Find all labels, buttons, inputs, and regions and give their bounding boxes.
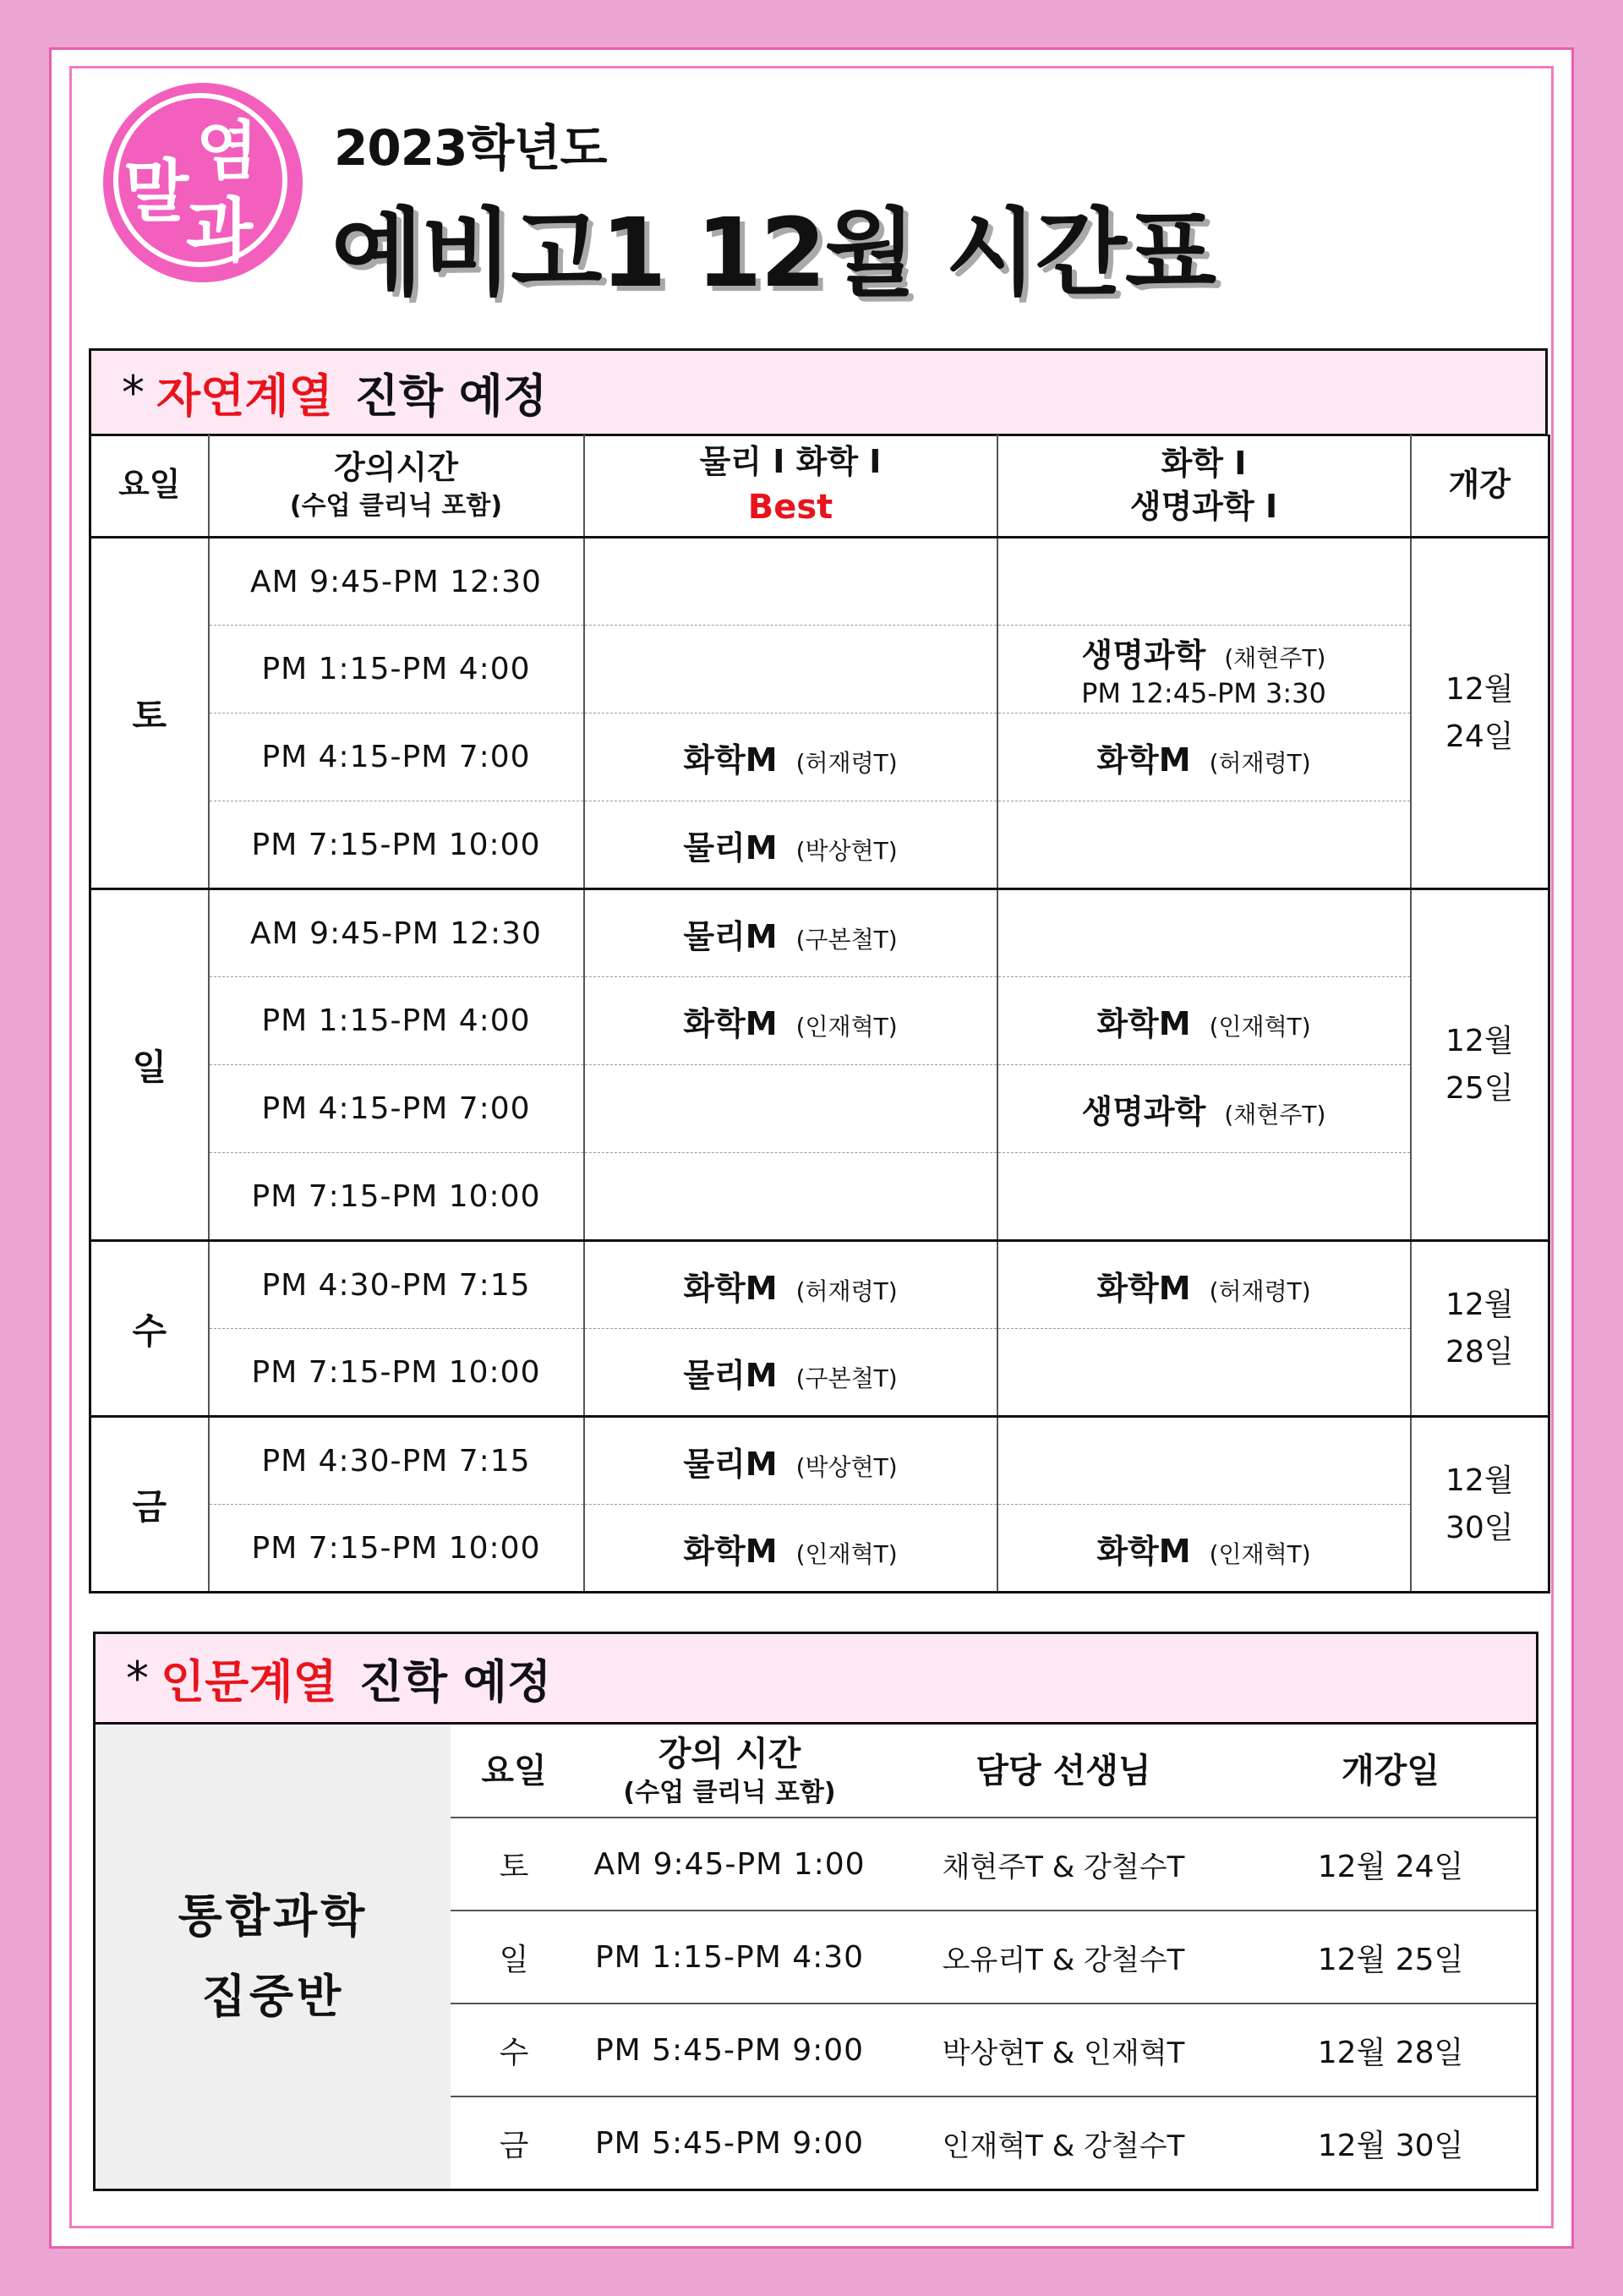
chem-bio-cell — [997, 801, 1411, 889]
table-row — [90, 538, 1549, 626]
hum-header-teacher: 담당 선생님 — [882, 1725, 1245, 1818]
time-cell: PM 1:15-PM 4:00 — [209, 977, 584, 1065]
hum-day-cell: 토 — [451, 1818, 577, 1911]
table-row — [90, 801, 1549, 889]
time-cell: PM 7:15-PM 10:00 — [209, 1329, 584, 1417]
course-name: 물리M — [683, 1445, 778, 1483]
chem-bio-cell — [997, 889, 1411, 977]
hum-header-time — [577, 1725, 882, 1818]
header-physics-chem — [584, 435, 997, 538]
class-name-line2: 집중반 — [201, 1969, 345, 2023]
logo-char-2: 염 — [196, 113, 259, 189]
teacher-name: (인재혁T) — [795, 1013, 898, 1041]
open-day: 30일 — [1445, 1510, 1514, 1545]
time-cell: PM 4:30-PM 7:15 — [209, 1241, 584, 1329]
table-row — [451, 2096, 1536, 2189]
teacher-name: (인재혁T) — [1209, 1013, 1311, 1041]
chem-bio-cell — [997, 1241, 1411, 1329]
science-timetable — [89, 435, 1550, 1594]
best-tag: Best — [747, 487, 833, 527]
course-name: 물리M — [683, 917, 778, 955]
hum-header-time-sub: (수업 클리닉 포함) — [623, 1778, 836, 1807]
open-day: 24일 — [1445, 719, 1514, 754]
humanities-timetable-body — [451, 1818, 1536, 2189]
physics-chem-cell — [584, 626, 997, 713]
physics-chem-cell — [584, 977, 997, 1065]
open-month: 12월 — [1445, 671, 1514, 707]
open-month: 12월 — [1445, 1023, 1514, 1058]
table-row — [90, 626, 1549, 713]
table-row — [90, 713, 1549, 801]
hum-time-cell: PM 5:45-PM 9:00 — [594, 2126, 865, 2161]
header-time-sub: (수업 클리닉 포함) — [289, 491, 503, 522]
class-name-cell — [96, 1725, 451, 2189]
open-date-cell — [1411, 1417, 1549, 1593]
physics-chem-cell — [584, 713, 997, 801]
open-date-cell — [1411, 538, 1549, 889]
chem-bio-cell — [997, 626, 1411, 713]
day-cell: 토 — [90, 538, 209, 889]
alt-time: PM 12:45-PM 3:30 — [1081, 677, 1326, 709]
science-section-header — [89, 348, 1548, 436]
time-cell: PM 7:15-PM 10:00 — [209, 1153, 584, 1241]
page-title: 예비고1 12월 시간표 — [331, 199, 1216, 309]
science-timetable-body — [90, 538, 1549, 1593]
class-name — [178, 1877, 369, 2036]
time-cell: PM 4:15-PM 7:00 — [209, 1065, 584, 1153]
section-bullet: * — [122, 365, 145, 419]
course-name: 화학M — [683, 1005, 778, 1042]
teacher-name: (허재령T) — [1209, 749, 1311, 777]
hum-open-cell: 12월 28일 — [1245, 2004, 1536, 2096]
teacher-name: (박상현T) — [795, 1452, 898, 1481]
section-bullet: * — [126, 1651, 149, 1705]
course-name: 화학M — [683, 1532, 778, 1570]
hum-day-cell: 수 — [451, 2004, 577, 2096]
open-day: 25일 — [1445, 1070, 1514, 1106]
section-track-name: 인문계열 — [161, 1654, 337, 1708]
table-row — [90, 1153, 1549, 1241]
table-row — [90, 977, 1549, 1065]
time-cell: PM 4:30-PM 7:15 — [209, 1417, 584, 1505]
table-row — [90, 1065, 1549, 1153]
course-name: 물리M — [683, 1356, 778, 1394]
hum-header-open: 개강일 — [1245, 1725, 1536, 1818]
open-date-cell — [1411, 889, 1549, 1241]
hum-open-cell: 12월 30일 — [1317, 2129, 1464, 2163]
logo-char-1: 말 — [123, 152, 189, 231]
hum-time-cell: PM 1:15-PM 4:30 — [577, 1911, 882, 2004]
header-chem-bio — [997, 435, 1411, 538]
course-name: 화학M — [683, 1269, 778, 1307]
table-row — [451, 1818, 1536, 1911]
header-physics-chem-label: 물리 I 화학 I — [699, 443, 882, 481]
table-row — [90, 889, 1549, 977]
open-month: 12월 — [1445, 1287, 1514, 1322]
physics-chem-cell — [584, 1241, 997, 1329]
header-open: 개강 — [1411, 435, 1549, 538]
hum-teacher-cell: 인재혁T & 강철수T — [942, 2129, 1185, 2163]
class-name-line1: 통합과학 — [178, 1889, 369, 1943]
physics-chem-cell — [584, 1417, 997, 1505]
time-cell: AM 9:45-PM 12:30 — [209, 889, 584, 977]
hum-teacher-cell: 오유리T & 강철수T — [882, 1911, 1245, 2004]
teacher-name: (구본철T) — [795, 1364, 898, 1392]
hum-day-cell: 일 — [451, 1911, 577, 2004]
teacher-name: (허재령T) — [1209, 1276, 1311, 1305]
teacher-name: (허재령T) — [795, 1276, 898, 1305]
chem-bio-cell — [997, 1153, 1411, 1241]
section-title-rest: 진학 예정 — [358, 1654, 552, 1708]
chem-bio-cell — [997, 1505, 1411, 1593]
course-name: 화학M — [683, 741, 778, 779]
humanities-section-header — [93, 1632, 1538, 1725]
time-cell: PM 7:15-PM 10:00 — [209, 1505, 584, 1593]
physics-chem-cell — [584, 1329, 997, 1417]
course-name: 화학M — [1096, 1269, 1191, 1307]
day-cell: 수 — [90, 1241, 209, 1417]
logo-char-3: 과 — [186, 191, 254, 271]
time-cell: PM 7:15-PM 10:00 — [209, 801, 584, 889]
physics-chem-cell — [584, 538, 997, 626]
humanities-timetable — [451, 1725, 1536, 2189]
section-title-rest: 진학 예정 — [354, 369, 548, 423]
humanities-table-box — [93, 1725, 1538, 2191]
course-name: 화학M — [1096, 1005, 1191, 1042]
teacher-name: (인재혁T) — [1209, 1539, 1311, 1568]
course-name: 화학M — [1096, 741, 1191, 779]
hum-header-time-label: 강의 시간 — [658, 1735, 801, 1774]
table-row — [90, 1417, 1549, 1505]
header-time-label: 강의시간 — [334, 449, 458, 487]
hum-teacher-cell: 박상현T & 인재혁T — [882, 2004, 1245, 2096]
chem-bio-cell — [997, 538, 1411, 626]
physics-chem-cell — [584, 801, 997, 889]
school-year: 2023학년도 — [334, 119, 607, 177]
course-name: 물리M — [683, 828, 778, 866]
teacher-name: (채현주T) — [1224, 1101, 1326, 1129]
header-day: 요일 — [90, 435, 209, 538]
chem-bio-cell — [997, 1065, 1411, 1153]
table-row — [90, 1505, 1549, 1593]
academy-logo — [103, 83, 303, 282]
hum-time-cell: PM 5:45-PM 9:00 — [577, 2004, 882, 2096]
time-cell: PM 4:15-PM 7:00 — [209, 713, 584, 801]
hum-time-cell: AM 9:45-PM 1:00 — [577, 1818, 882, 1911]
physics-chem-cell — [584, 889, 997, 977]
header-chem-bio-line2: 생명과학 I — [1129, 488, 1278, 525]
hum-header-day: 요일 — [451, 1725, 577, 1818]
teacher-name: (인재혁T) — [795, 1539, 898, 1568]
chem-bio-cell — [997, 977, 1411, 1065]
hum-teacher-cell: 채현주T & 강철수T — [882, 1818, 1245, 1911]
table-row — [90, 1241, 1549, 1329]
time-cell: PM 1:15-PM 4:00 — [209, 626, 584, 713]
course-name: 화학M — [1096, 1532, 1191, 1570]
table-row — [451, 1911, 1536, 2004]
physics-chem-cell — [584, 1153, 997, 1241]
chem-bio-cell — [997, 1329, 1411, 1417]
teacher-name: (박상현T) — [795, 836, 898, 865]
physics-chem-cell — [584, 1065, 997, 1153]
table-row — [451, 2004, 1536, 2096]
chem-bio-cell — [997, 1417, 1411, 1505]
hum-open-cell: 12월 24일 — [1245, 1818, 1536, 1911]
physics-chem-cell — [584, 1505, 997, 1593]
open-month: 12월 — [1445, 1462, 1514, 1498]
teacher-name: (채현주T) — [1224, 644, 1326, 672]
open-day: 28일 — [1445, 1334, 1514, 1369]
day-cell: 일 — [90, 889, 209, 1241]
teacher-name: (구본철T) — [795, 925, 898, 954]
chem-bio-cell — [997, 713, 1411, 801]
course-name: 생명과학 — [1081, 637, 1206, 674]
section-track-name: 자연계열 — [156, 369, 333, 423]
teacher-name: (허재령T) — [795, 749, 898, 777]
hum-open-cell: 12월 25일 — [1245, 1911, 1536, 2004]
day-cell: 금 — [90, 1417, 209, 1593]
table-row — [90, 1329, 1549, 1417]
course-name: 생명과학 — [1081, 1093, 1206, 1130]
header-chem-bio-line1: 화학 I — [1161, 444, 1247, 482]
header-time — [209, 435, 584, 538]
time-cell: AM 9:45-PM 12:30 — [209, 538, 584, 626]
open-date-cell — [1411, 1241, 1549, 1417]
hum-day-cell: 금 — [499, 2129, 529, 2163]
